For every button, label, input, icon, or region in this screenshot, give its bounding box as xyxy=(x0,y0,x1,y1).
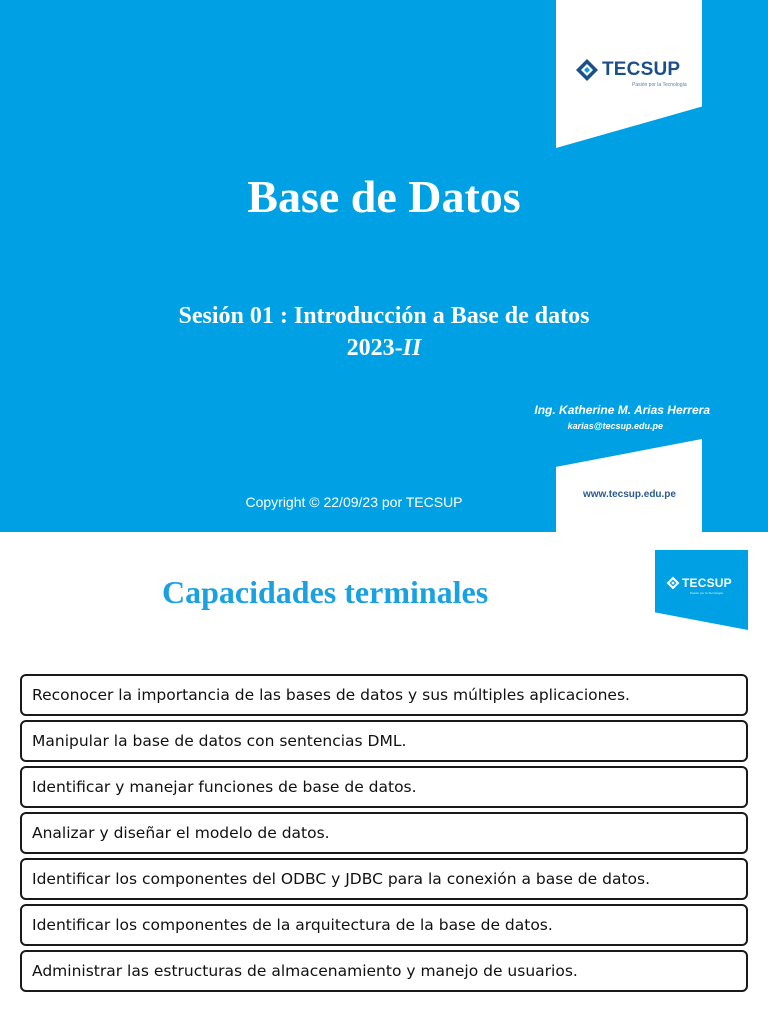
tecsup-logo-icon xyxy=(575,58,599,82)
capacity-item: Manipular la base de datos con sentencias DML. xyxy=(20,720,748,762)
course-title: Base de Datos xyxy=(247,171,521,222)
author-name: Ing. Katherine M. Arias Herrera xyxy=(534,403,710,417)
session-block xyxy=(0,300,768,364)
website-link[interactable]: www.tecsup.edu.pe xyxy=(583,489,676,500)
section-title: Capacidades terminales xyxy=(162,574,489,610)
website-panel xyxy=(556,439,702,532)
badge-tagline: Pasión por la Tecnología xyxy=(690,591,723,595)
badge-logo xyxy=(666,576,732,590)
capacity-item: Analizar y diseñar el modelo de datos. xyxy=(20,812,748,854)
capacity-item: Administrar las estructuras de almacenamiento y manejo de usuarios. xyxy=(20,950,748,992)
logo-badge xyxy=(655,550,748,630)
session-title: Sesión 01 : Introducción a Base de datos xyxy=(178,303,590,329)
tecsup-logo xyxy=(575,58,680,82)
capacity-item: Identificar los componentes del ODBC y JDBC para la conexión a base de datos. xyxy=(20,858,748,900)
badge-brand-name: TECSUP xyxy=(682,576,732,590)
capacity-item: Identificar y manejar funciones de base de datos. xyxy=(20,766,748,808)
brand-name: TECSUP xyxy=(602,59,681,80)
term-roman: II xyxy=(402,335,422,361)
copyright-notice: Copyright © 22/09/23 por TECSUP xyxy=(245,494,463,510)
author-email: karias@tecsup.edu.pe xyxy=(567,421,663,431)
term xyxy=(0,332,768,364)
brand-tagline: Pasión por la Tecnología xyxy=(632,82,687,88)
capacity-item: Identificar los componentes de la arquitectura de la base de datos. xyxy=(20,904,748,946)
capacities-slide xyxy=(0,532,768,1024)
capacity-item: Reconocer la importancia de las bases de datos y sus múltiples aplicaciones. xyxy=(20,674,748,716)
tecsup-badge-icon xyxy=(666,576,680,590)
term-year: 2023- xyxy=(346,335,403,361)
capacities-list xyxy=(20,674,748,996)
